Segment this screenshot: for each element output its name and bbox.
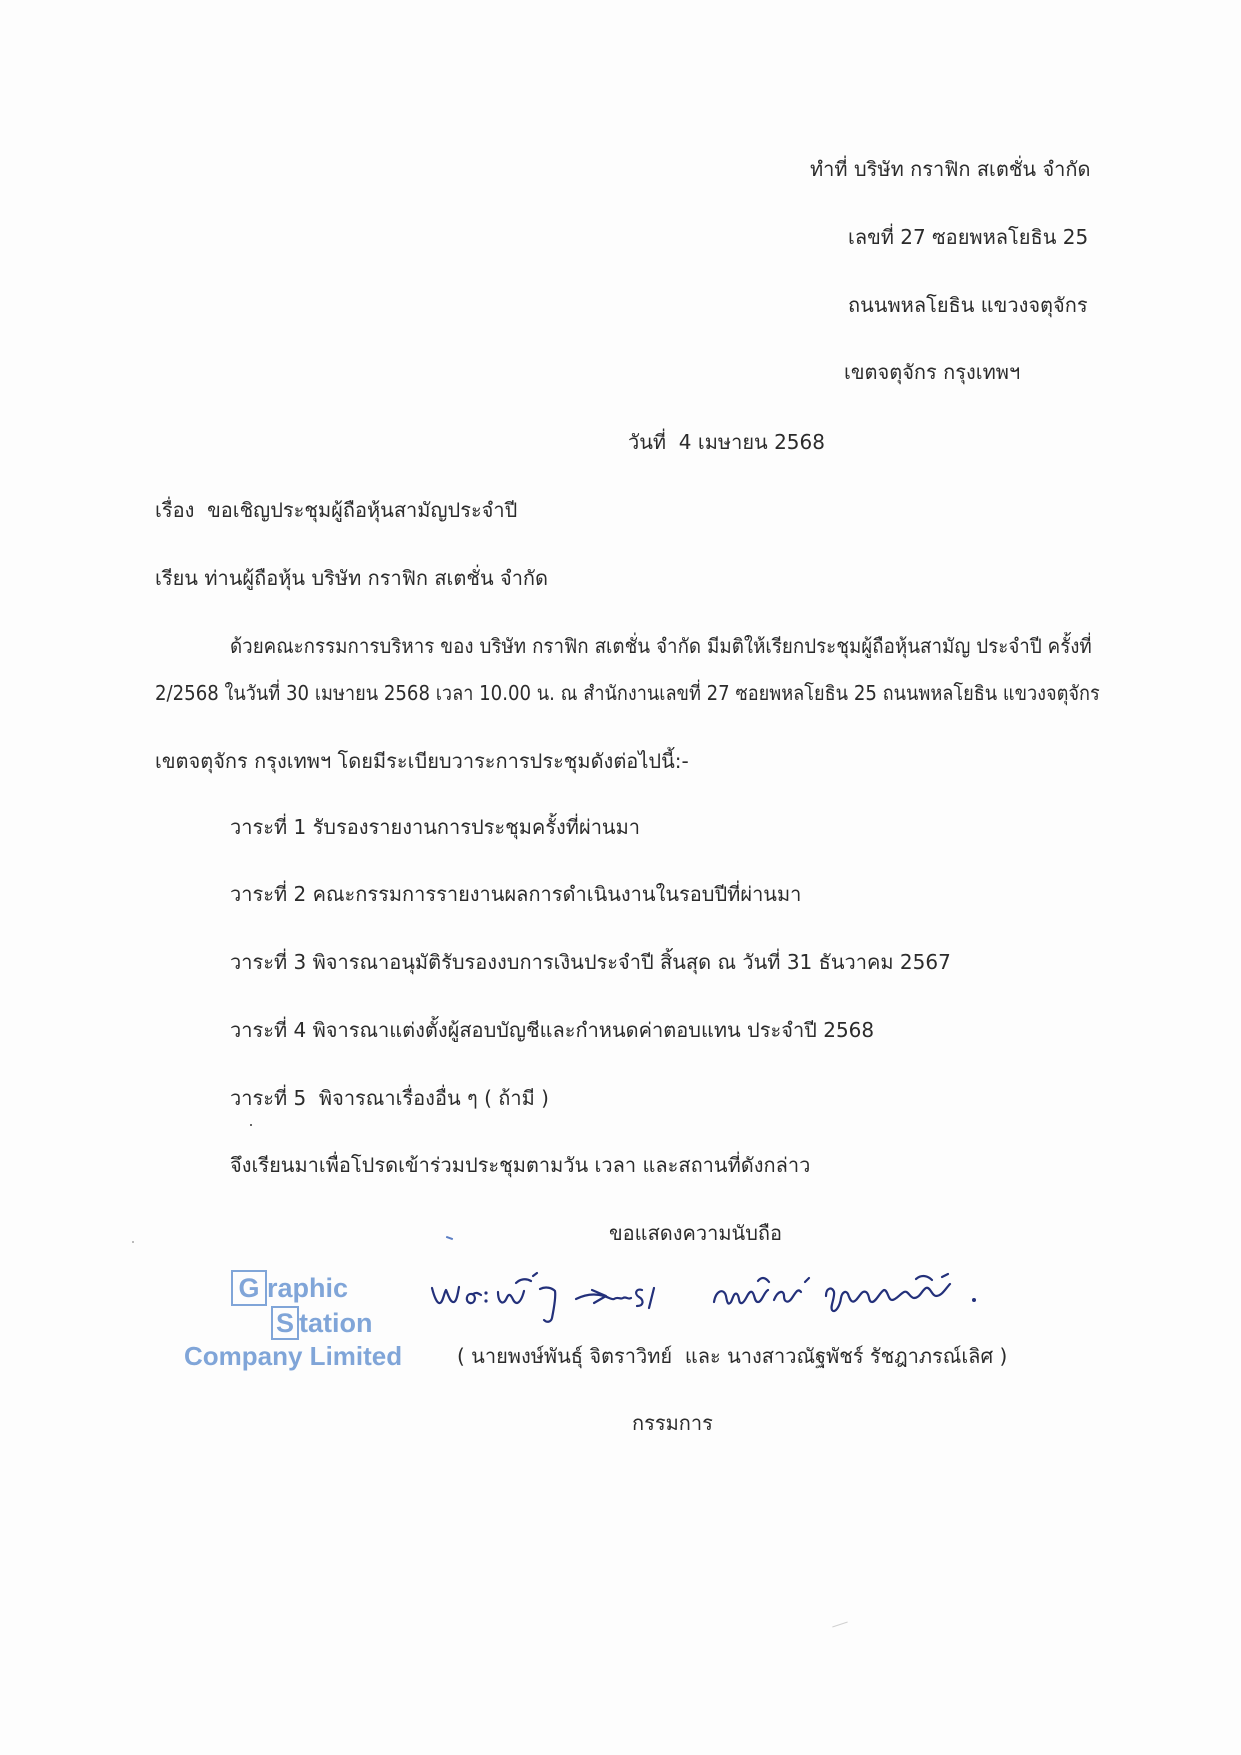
letter-subject: เรื่อง ขอเชิญประชุมผู้ถือหุ้นสามัญประจำปี bbox=[155, 498, 518, 522]
scan-speck bbox=[446, 1236, 453, 1240]
agenda-item-2: วาระที่ 2 คณะกรรมการรายงานผลการดำเนินงานในรอบปีที่ผ่านมา bbox=[230, 882, 802, 906]
signature-dot bbox=[484, 1299, 487, 1302]
sender-address-line-4: เขตจตุจักร กรุงเทพฯ bbox=[844, 360, 1021, 384]
agenda-item-1: วาระที่ 1 รับรองรายงานการประชุมครั้งที่ผ่านมา bbox=[230, 815, 641, 839]
signature-stroke bbox=[636, 1288, 654, 1308]
signature-stroke bbox=[467, 1293, 481, 1303]
stamp-line-1 bbox=[231, 1270, 348, 1306]
signatory-position: กรรมการ bbox=[632, 1411, 713, 1435]
stamp-line-3: Company Limited bbox=[184, 1341, 403, 1371]
signature-stroke bbox=[714, 1290, 768, 1304]
stamp-line-1-text: raphic bbox=[267, 1272, 349, 1303]
agenda-item-3: วาระที่ 3 พิจารณาอนุมัติรับรองงบการเงินประจำปี สิ้นสุด ณ วันที่ 31 ธันวาคม 2567 bbox=[230, 950, 951, 974]
agenda-item-5: วาระที่ 5 พิจารณาเรื่องอื่น ๆ ( ถ้ามี ) bbox=[230, 1086, 549, 1110]
letter-date: วันที่ 4 เมษายน 2568 bbox=[628, 430, 825, 454]
signature-stroke bbox=[432, 1287, 459, 1303]
signature-2 bbox=[714, 1274, 976, 1311]
signature-1 bbox=[432, 1273, 654, 1322]
signatures bbox=[428, 1266, 988, 1336]
stamp-line-2 bbox=[271, 1306, 373, 1340]
stamp-initial-s: S bbox=[271, 1306, 299, 1340]
signature-stroke bbox=[592, 1290, 606, 1303]
letter-salutation: เรียน ท่านผู้ถือหุ้น บริษัท กราฟิก สเตชั่น จำกัด bbox=[155, 566, 549, 590]
signature-stroke bbox=[498, 1291, 524, 1303]
signature-stroke bbox=[774, 1278, 809, 1302]
closing-request: จึงเรียนมาเพื่อโปรดเข้าร่วมประชุมตามวัน เวลา และสถานที่ดังกล่าว bbox=[230, 1153, 811, 1177]
signature-stroke bbox=[540, 1288, 555, 1322]
signature-stroke bbox=[826, 1284, 950, 1311]
scan-speck bbox=[250, 1124, 252, 1126]
signature-stroke bbox=[758, 1278, 769, 1282]
signature-dot bbox=[972, 1298, 976, 1302]
stamp-initial-g: G bbox=[231, 1270, 267, 1306]
agenda-item-4: วาระที่ 4 พิจารณาแต่งตั้งผู้สอบบัญชีและกำหนดค่าตอบแทน ประจำปี 2568 bbox=[230, 1018, 875, 1042]
signature-stroke bbox=[916, 1274, 948, 1280]
stamp-line-2-text: tation bbox=[299, 1307, 373, 1338]
signature-dot bbox=[484, 1291, 487, 1294]
company-stamp bbox=[180, 1266, 412, 1374]
body-paragraph-line-2: 2/2568 ในวันที่ 30 เมษายน 2568 เวลา 10.00 น. ณ สำนักงานเลขที่ 27 ซอยพหลโยธิน 25 ถนนพหลโยธิน แขวงจตุจักร bbox=[155, 681, 1100, 705]
complimentary-close: ขอแสดงความนับถือ bbox=[609, 1221, 783, 1245]
body-paragraph-line-1: ด้วยคณะกรรมการบริหาร ของ บริษัท กราฟิก สเตชั่น จำกัด มีมติให้เรียกประชุมผู้ถือหุ้นสามัญ ประจำปี ครั้งที่ bbox=[230, 634, 1092, 658]
sender-address-line-3: ถนนพหลโยธิน แขวงจตุจักร bbox=[848, 293, 1088, 317]
signatories-names: ( นายพงษ์พันธุ์ จิตราวิทย์ และ นางสาวณัฐพัชร์ รัชฎาภรณ์เลิศ ) bbox=[457, 1344, 1008, 1368]
scan-speck bbox=[132, 1241, 134, 1243]
sender-address-line-1: ทำที่ บริษัท กราฟิก สเตชั่น จำกัด bbox=[810, 157, 1091, 181]
signature-stroke bbox=[516, 1273, 537, 1283]
scan-speck bbox=[832, 1622, 848, 1628]
body-paragraph-line-3: เขตจตุจักร กรุงเทพฯ โดยมีระเบียบวาระการประชุมดังต่อไปนี้:- bbox=[155, 749, 689, 773]
sender-address-line-2: เลขที่ 27 ซอยพหลโยธิน 25 bbox=[848, 225, 1089, 249]
